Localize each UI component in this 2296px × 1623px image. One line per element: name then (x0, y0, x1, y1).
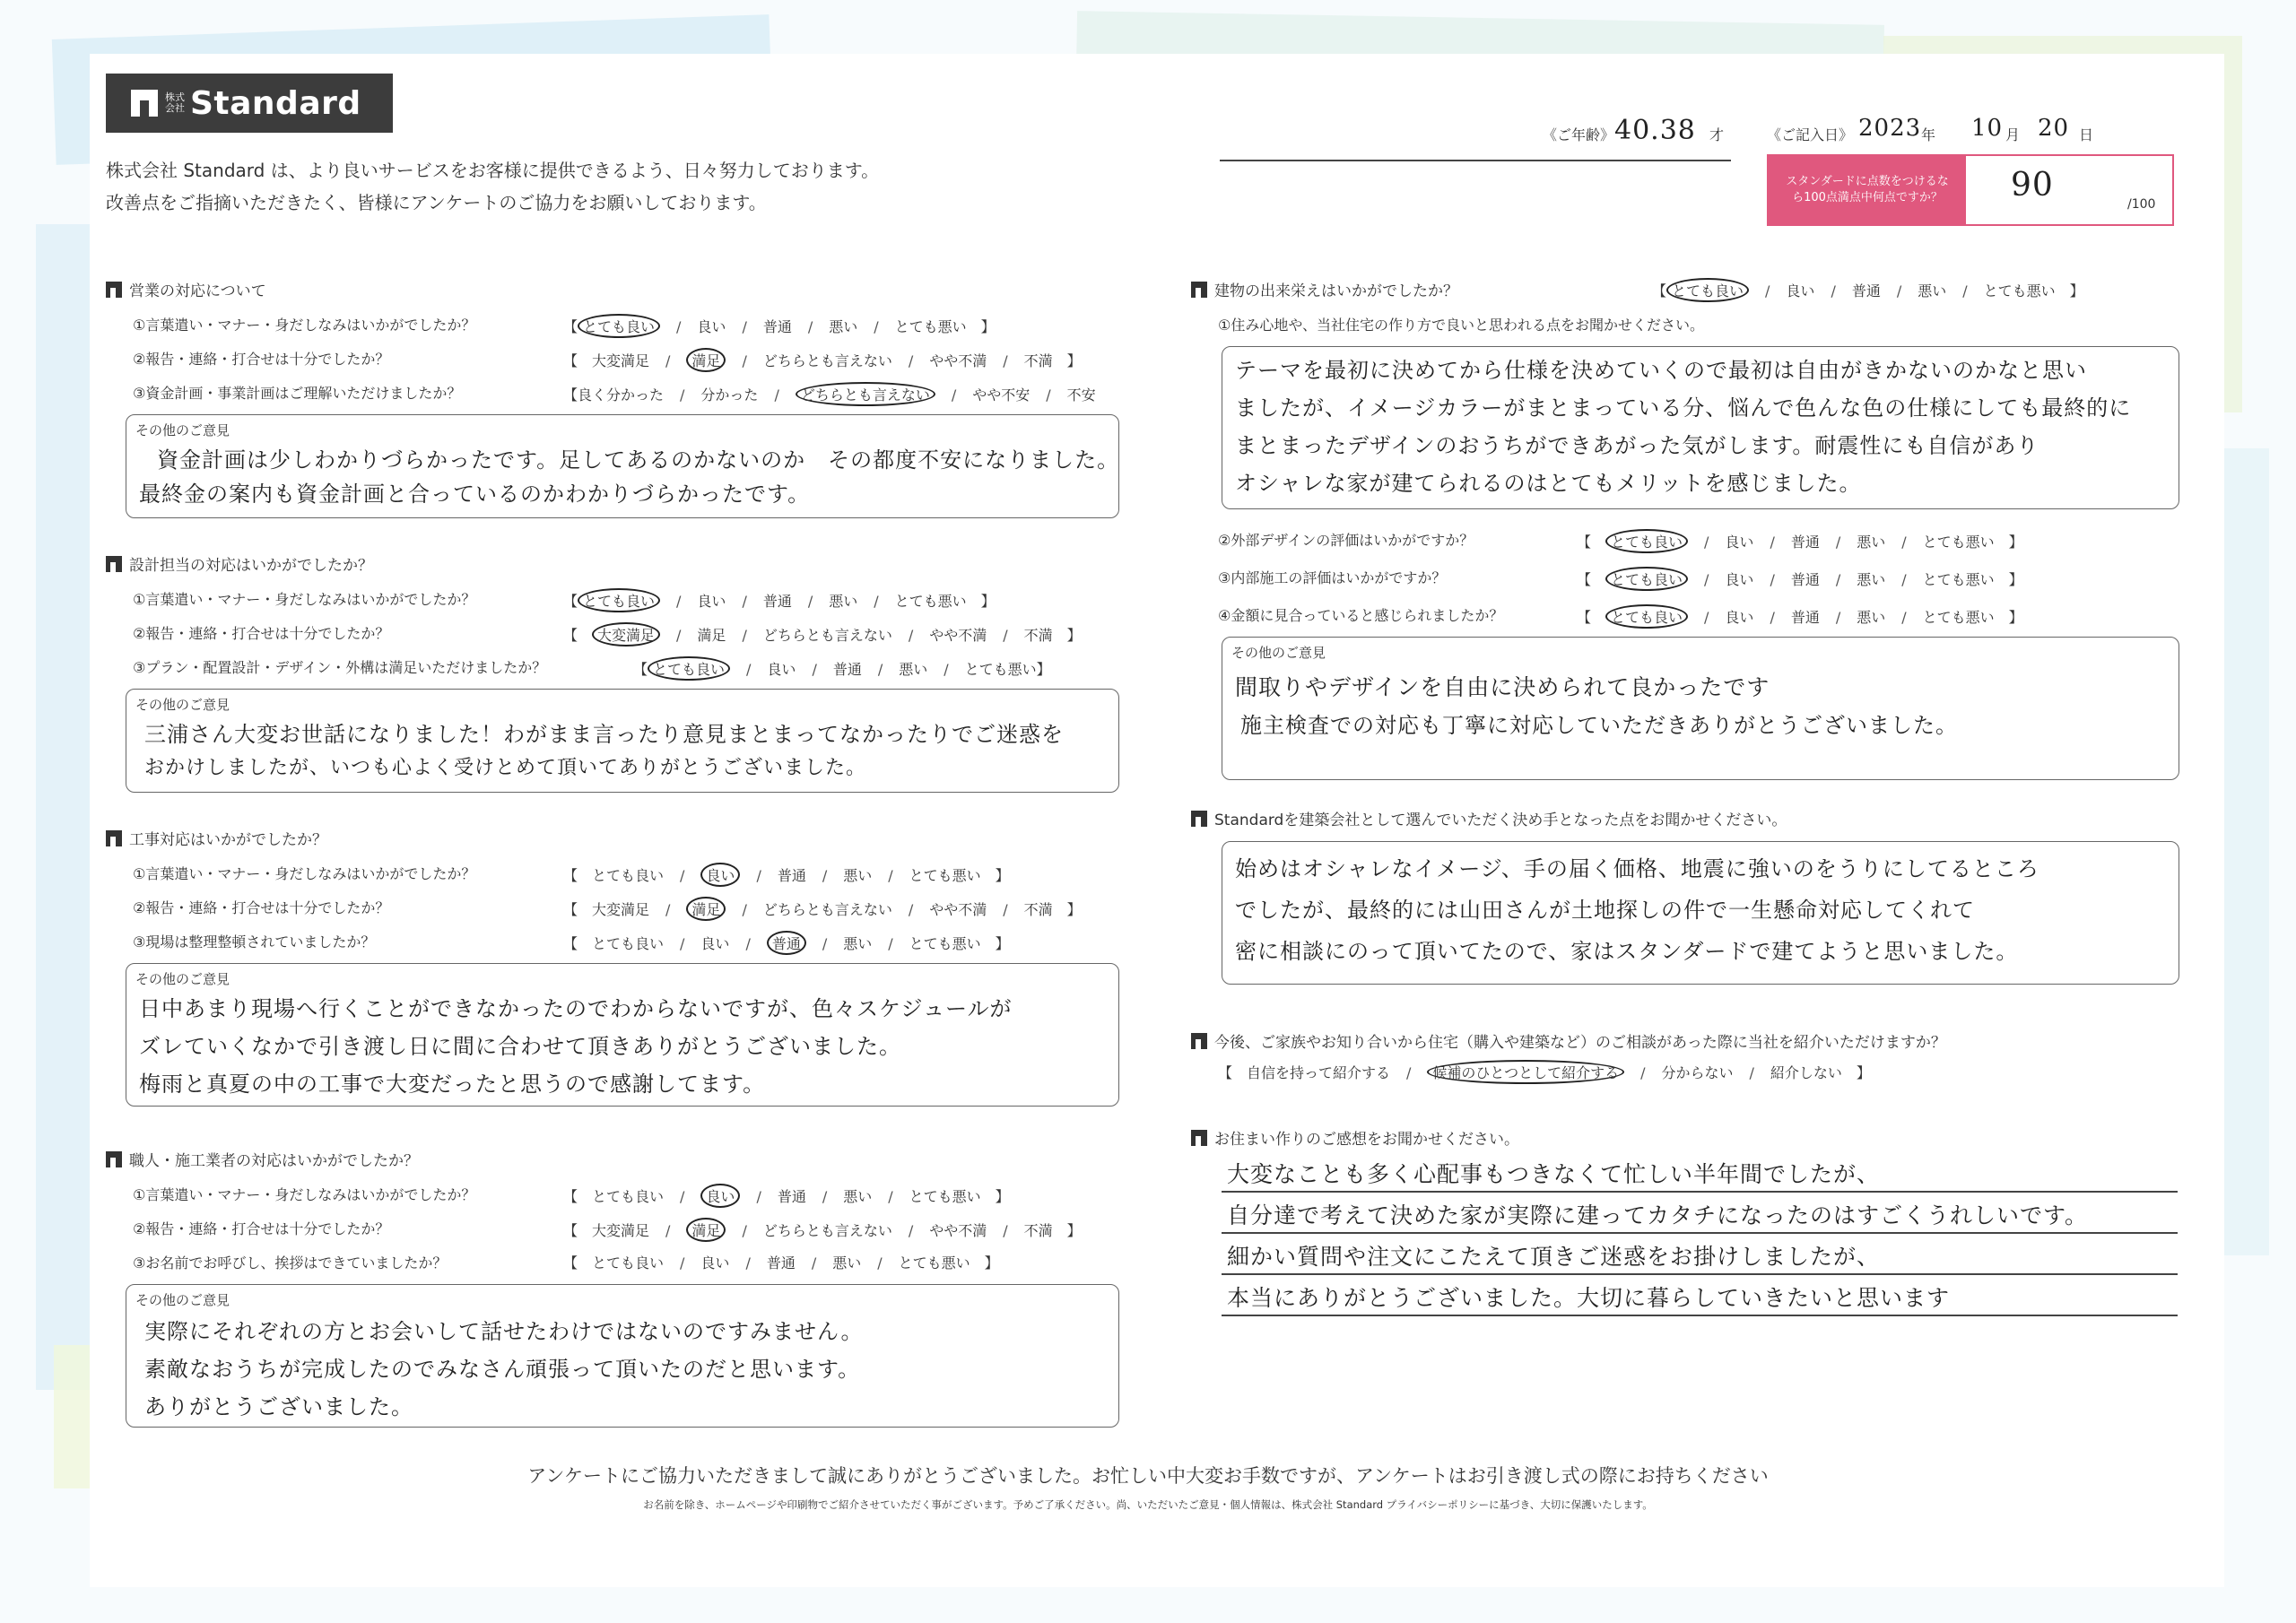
option[interactable]: 普通 (1790, 571, 1820, 588)
decision-answer-line-1: 始めはオシャレなイメージ、手の届く価格、地震に強いのをうりにしてるところ (1235, 856, 2039, 881)
section-icon (106, 556, 122, 572)
option[interactable]: 普通 (832, 661, 862, 678)
option[interactable]: とても良い (592, 1188, 665, 1205)
option[interactable]: とても悪い (898, 1254, 970, 1271)
craftsmen-comment-line-2: 素敵なおうちが完成したのでみなさん頑張って頂いたのだと思います。 (144, 1357, 861, 1382)
option-selected[interactable]: 大変満足 (592, 622, 660, 647)
intro-line-2: 改善点をご指摘いただきたく、皆様にアンケートのご協力をお願いしております。 (106, 192, 767, 213)
sales-q3-options: 【良く分かった / 分かった / どちらとも言えない / やや不安 / 不安 (563, 382, 1096, 406)
construction-q1-options: 【 とても良い / 良い / 普通 / 悪い / とても悪い 】 (563, 863, 1010, 887)
section-icon (1191, 1130, 1207, 1146)
intro-line-1: 株式会社 Standard は、より良いサービスをお客様に提供できるよう、日々努力しております。 (106, 160, 880, 181)
sales-q1-options: 【 とても良い / 良い / 普通 / 悪い / とても悪い 】 (563, 314, 996, 338)
option[interactable]: 普通 (777, 1188, 806, 1205)
section-icon (106, 1151, 122, 1167)
option[interactable]: 良い (697, 318, 726, 335)
section-impressions-title (1191, 1126, 1519, 1149)
option[interactable]: 悪い (1857, 534, 1886, 551)
option[interactable]: どちらとも言えない (762, 352, 892, 369)
construction-q1: ①言葉遣い・マナー・身だしなみはいかがでしたか？ (133, 865, 476, 882)
month-unit: 月 (2005, 126, 2021, 143)
option[interactable]: 良い (767, 661, 796, 678)
section-icon (106, 830, 122, 846)
logo-company-type: 株式会社 (165, 91, 185, 114)
option[interactable]: 悪い (843, 1188, 873, 1205)
sales-comment-line-1: 資金計画は少しわかりづらかったです。足してあるのかないのか その都度不安になりました。 (157, 447, 1120, 473)
construction-q2-options: 【 大変満足 / 満足 / どちらとも言えない / やや不満 / 不満 】 (563, 897, 1082, 921)
building-sub-question: ①住み心地や、当社住宅の作り方で良いと思われる点をお聞かせください。 (1218, 317, 1705, 334)
section-title-text: 設計担当の対応はいかがでしたか？ (129, 557, 373, 575)
design-q1-options: 【 とても良い / 良い / 普通 / 悪い / とても悪い 】 (563, 588, 996, 612)
footer-thanks: アンケートにご協力いただきまして誠にありがとうございました。お忙しい中大変お手数ですが、アンケートはお引き渡し式の際にお持ちください (527, 1465, 1769, 1487)
option[interactable]: 大変満足 (592, 1222, 650, 1239)
option-selected[interactable]: とても良い (578, 314, 660, 338)
footer-privacy: お名前を除き、ホームページや印刷物でご紹介させていただく事がございます。予めご了承ください。尚、いただいたご意見・個人情報は、株式会社 Standard プライバシーポリシーに基づき、大切に保護いたします。 (643, 1498, 1653, 1511)
section-sales-title (106, 278, 266, 300)
option-selected[interactable]: 満足 (686, 897, 726, 921)
option[interactable]: どちらとも言えない (762, 1222, 892, 1239)
building-answer-line-1: テーマを最初に決めてから仕様を決めていくので最初は自由がきかないのかなと思い (1235, 358, 2087, 383)
section-design-title (106, 552, 373, 575)
option[interactable]: 良い (700, 1254, 730, 1271)
intro-text (106, 154, 879, 219)
sales-q3: ③資金計画・事業計画はご理解いただけましたか？ (133, 385, 462, 402)
option[interactable]: 大変満足 (592, 901, 650, 918)
option[interactable]: どちらとも言えない (762, 901, 892, 918)
option-selected[interactable]: 満足 (686, 1218, 726, 1242)
option[interactable]: 良い (697, 593, 726, 610)
option-selected[interactable]: とても良い (1605, 567, 1688, 591)
option[interactable]: 悪い (829, 318, 858, 335)
construction-q2: ②報告・連絡・打合せは十分でしたか？ (133, 899, 390, 916)
section-title-text: 今後、ご家族やお知り合いから住宅（購入や建築など）のご相談があった際に当社を紹介いただけますか？ (1214, 1034, 1946, 1052)
building-q3: ③内部施工の評価はいかがですか？ (1218, 569, 1447, 586)
option[interactable]: 良い (1725, 571, 1754, 588)
option[interactable]: どちらとも言えない (762, 627, 892, 644)
option[interactable]: とても良い (592, 1254, 665, 1271)
date-year: 2023 (1858, 115, 1922, 142)
craftsmen-q2: ②報告・連絡・打合せは十分でしたか？ (133, 1220, 390, 1237)
section-icon (106, 282, 122, 298)
option[interactable]: 満足 (697, 627, 726, 644)
construction-comment-box (126, 963, 1119, 1107)
option[interactable]: 不満 (1023, 627, 1053, 644)
option[interactable]: 悪い (1857, 609, 1886, 626)
design-q3: ③プラン・配置設計・デザイン・外構は満足いただけましたか？ (133, 659, 547, 676)
section-title-text: 営業の対応について (129, 282, 266, 300)
section-decision-title (1191, 807, 1787, 829)
option[interactable]: とても悪い (894, 318, 967, 335)
option[interactable]: 普通 (1790, 609, 1820, 626)
design-q3-options: 【 とても良い / 良い / 普通 / 悪い / とても悪い】 (633, 656, 1051, 681)
comment-label: その他のご意見 (1231, 645, 1326, 661)
craftsmen-q1-options: 【 とても良い / 良い / 普通 / 悪い / とても悪い 】 (563, 1184, 1010, 1208)
building-comment-line-2: 施主検査での対応も丁寧に対応していただきありがとうございました。 (1240, 713, 1958, 738)
option-selected[interactable]: とても良い (1605, 529, 1688, 553)
option[interactable]: 大変満足 (592, 352, 650, 369)
section-referral-title (1191, 1029, 1946, 1052)
building-q3-options: 【 とても良い / 良い / 普通 / 悪い / とても悪い 】 (1577, 567, 2023, 591)
sales-q2-options: 【 大変満足 / 満足 / どちらとも言えない / やや不満 / 不満 】 (563, 348, 1082, 372)
impressions-line-2: 自分達で考えて決めた家が実際に建ってカタチになったのはすごくうれしいです。 (1227, 1202, 2089, 1228)
option[interactable]: とても悪い (964, 661, 1037, 678)
option[interactable]: 不満 (1023, 901, 1053, 918)
building-comment-box (1222, 637, 2179, 780)
decision-answer-box (1222, 841, 2179, 985)
option[interactable]: 不満 (1023, 1222, 1053, 1239)
impressions-rule-1 (1222, 1191, 2178, 1193)
impressions-rule-4 (1222, 1315, 2178, 1316)
design-q2: ②報告・連絡・打合せは十分でしたか？ (133, 625, 390, 642)
building-comment-line-1: 間取りやデザインを自由に決められて良かったです (1235, 674, 1770, 700)
option[interactable]: とても良い (592, 867, 665, 884)
design-comment-line-1: 三浦さん大変お世話になりました！わがまま言ったり意見まとまってなかったりでご迷惑を (144, 722, 1064, 747)
section-title-text: 職人・施工業者の対応はいかがでしたか？ (129, 1152, 419, 1170)
house-logo-icon (131, 90, 158, 117)
comment-label: その他のご意見 (135, 422, 230, 438)
option[interactable]: 良く分かった (578, 386, 665, 404)
section-title-text: 工事対応はいかがでしたか？ (129, 831, 327, 849)
company-logo (106, 74, 393, 133)
craftsmen-q1: ①言葉遣い・マナー・身だしなみはいかがでしたか？ (133, 1186, 476, 1203)
building-q4: ④金額に見合っていると感じられましたか？ (1218, 607, 1504, 624)
option[interactable]: 普通 (762, 593, 792, 610)
design-q1: ①言葉遣い・マナー・身だしなみはいかがでしたか？ (133, 591, 476, 608)
craftsmen-comment-box (126, 1284, 1119, 1428)
option[interactable]: 普通 (1790, 534, 1820, 551)
impressions-rule-3 (1222, 1273, 2178, 1275)
option[interactable]: やや不満 (929, 1222, 987, 1239)
option[interactable]: とても悪い (894, 593, 967, 610)
option[interactable]: 普通 (762, 318, 792, 335)
option-selected[interactable]: 良い (700, 863, 740, 887)
option-selected[interactable]: とても良い (648, 656, 730, 681)
option[interactable]: 自信を持って紹介する (1247, 1064, 1391, 1081)
option[interactable]: とても悪い (1922, 534, 1995, 551)
craftsmen-q2-options: 【 大変満足 / 満足 / どちらとも言えない / やや不満 / 不満 】 (563, 1218, 1082, 1242)
option[interactable]: 紹介しない (1770, 1064, 1842, 1081)
option[interactable]: 悪い (832, 1254, 862, 1271)
score-prompt: スタンダードに点数をつけるなら100点満点中何点ですか？ (1769, 156, 1966, 224)
design-comment-box (126, 689, 1119, 793)
sales-q2: ②報告・連絡・打合せは十分でしたか？ (133, 351, 390, 368)
score-box (1767, 154, 2174, 226)
option-selected[interactable]: どちらとも言えない (796, 382, 935, 406)
option[interactable]: やや不満 (929, 352, 987, 369)
comment-label: その他のご意見 (135, 1292, 230, 1308)
construction-comment-line-1: 日中あまり現場へ行くことができなかったのでわからないですが、色々スケジュールが (139, 996, 1013, 1021)
option[interactable]: とても悪い (1983, 282, 2056, 299)
score-max: /100 (2127, 197, 2156, 212)
craftsmen-q3: ③お名前でお呼びし、挨拶はできていましたか？ (133, 1254, 448, 1271)
day-unit: 日 (2079, 126, 2094, 143)
construction-comment-line-3: 梅雨と真夏の中の工事で大変だったと思うので感謝してます。 (139, 1072, 766, 1097)
logo-company-name: Standard (190, 84, 361, 122)
option-selected[interactable]: 普通 (767, 931, 806, 955)
section-icon (1191, 282, 1207, 298)
option[interactable]: 悪い (899, 661, 928, 678)
craftsmen-comment-line-1: 実際にそれぞれの方とお会いして話せたわけではないのですみません。 (144, 1319, 864, 1344)
option[interactable]: 普通 (766, 1254, 796, 1271)
construction-q3: ③現場は整理整頓されていましたか？ (133, 933, 376, 950)
construction-q3-options: 【 とても良い / 良い / 普通 / 悪い / とても悪い 】 (563, 931, 1010, 955)
section-building-title (1191, 278, 1458, 300)
building-answer-box (1222, 346, 2179, 509)
option[interactable]: やや不満 (929, 627, 987, 644)
age-unit: 才 (1709, 126, 1725, 143)
option[interactable]: 悪い (1918, 282, 1947, 299)
building-q2: ②外部デザインの評価はいかがですか？ (1218, 532, 1474, 549)
building-q4-options: 【 とても良い / 良い / 普通 / 悪い / とても悪い 】 (1577, 604, 2023, 629)
building-answer-line-4: オシャレな家が建てられるのはとてもメリットを感じました。 (1235, 471, 1862, 496)
sales-q1: ①言葉遣い・マナー・身だしなみはいかがでしたか？ (133, 317, 476, 334)
option[interactable]: 良い (700, 935, 730, 952)
date-day: 20 (2038, 115, 2070, 142)
section-construction-title (106, 827, 327, 849)
option[interactable]: 良い (1786, 282, 1815, 299)
impressions-line-4: 本当にありがとうございました。大切に暮らしていきたいと思います (1227, 1285, 1951, 1311)
year-unit: 年 (1921, 126, 1936, 143)
building-q1-options: 【 とても良い / 良い / 普通 / 悪い / とても悪い 】 (1652, 278, 2084, 302)
section-icon (1191, 1033, 1207, 1049)
option[interactable]: 分かった (700, 386, 759, 404)
section-title-text: お住まい作りのご感想をお聞かせください。 (1214, 1131, 1519, 1149)
option[interactable]: 良い (1725, 609, 1754, 626)
building-answer-line-2: ましたが、イメージカラーがまとまっている分、悩んで色んな色の仕様にしても最終的に (1235, 395, 2132, 421)
age-underline (1220, 160, 1731, 161)
section-icon (1191, 811, 1207, 827)
option[interactable]: 悪い (829, 593, 858, 610)
craftsmen-q3-options: 【 とても良い / 良い / 普通 / 悪い / とても悪い 】 (563, 1252, 999, 1272)
design-q2-options: 【 大変満足 / 満足 / どちらとも言えない / やや不満 / 不満 】 (563, 622, 1082, 647)
option-selected[interactable]: 満足 (686, 348, 726, 372)
option[interactable]: 分からない (1661, 1064, 1734, 1081)
comment-label: その他のご意見 (135, 971, 230, 987)
section-title-text: 建物の出来栄えはいかがでしたか？ (1214, 282, 1458, 300)
option-selected[interactable]: 良い (700, 1184, 740, 1208)
impressions-rule-2 (1222, 1232, 2178, 1234)
option-selected[interactable]: とても良い (1666, 278, 1749, 302)
impressions-line-1: 大変なことも多く心配事もつきなくて忙しい半年間でしたが、 (1227, 1161, 1881, 1187)
option[interactable]: やや不満 (929, 901, 987, 918)
option[interactable]: とても悪い (1922, 609, 1995, 626)
option[interactable]: とても悪い (1922, 571, 1995, 588)
construction-comment-line-2: ズレていくなかで引き渡し日に間に合わせて頂きありがとうございました。 (139, 1034, 901, 1059)
age-label: 《ご年齢》 (1543, 126, 1615, 143)
sales-comment-box (126, 414, 1119, 518)
building-answer-line-3: まとまったデザインのおうちができあがった気がします。耐震性にも自信があり (1235, 433, 2039, 458)
option[interactable]: 悪い (1857, 571, 1886, 588)
date-month: 10 (1971, 115, 2004, 142)
referral-options: 【 自信を持って紹介する / 候補のひとつとして紹介する / 分からない / 紹介しない 】 (1218, 1060, 1871, 1084)
score-value: 90 (2011, 167, 2054, 204)
design-comment-line-2: おかけしましたが、いつも心よく受けとめて頂いてありがとうございました。 (144, 757, 867, 779)
option[interactable]: 普通 (777, 867, 806, 884)
option[interactable]: やや不安 (972, 386, 1031, 404)
option-selected[interactable]: とても良い (578, 588, 660, 612)
option[interactable]: 良い (1725, 534, 1754, 551)
section-title-text: Standardを建築会社として選んでいただく決め手となった点をお聞かせください。 (1214, 812, 1787, 829)
option[interactable]: とても悪い (909, 1188, 981, 1205)
decision-answer-line-2: でしたが、最終的には山田さんが土地探しの件で一生懸命対応してくれて (1235, 898, 1975, 923)
option-selected[interactable]: 候補のひとつとして紹介する (1427, 1060, 1624, 1084)
option[interactable]: 不安 (1066, 386, 1096, 404)
sales-comment-line-2: 最終金の案内も資金計画と合っているのかわかりづらかったです。 (139, 482, 811, 507)
decision-answer-line-3: 密に相談にのって頂いてたので、家はスタンダードで建てようと思いました。 (1235, 939, 2019, 964)
impressions-line-3: 細かい質問や注文にこたえて頂きご迷惑をお掛けしましたが、 (1227, 1244, 1881, 1270)
date-label: 《ご記入日》 (1767, 126, 1854, 143)
age-value: 40.38 (1614, 115, 1696, 146)
comment-label: その他のご意見 (135, 697, 230, 713)
option[interactable]: 不満 (1023, 352, 1053, 369)
section-craftsmen-title (106, 1148, 419, 1170)
craftsmen-comment-line-3: ありがとうございました。 (144, 1394, 413, 1419)
option[interactable]: 普通 (1851, 282, 1881, 299)
building-q2-options: 【 とても良い / 良い / 普通 / 悪い / とても悪い 】 (1577, 529, 2023, 553)
option[interactable]: とても悪い (909, 867, 981, 884)
option-selected[interactable]: とても良い (1605, 604, 1688, 629)
option[interactable]: とても悪い (909, 935, 981, 952)
option[interactable]: とても良い (592, 935, 665, 952)
option[interactable]: 悪い (843, 935, 873, 952)
option[interactable]: 悪い (843, 867, 873, 884)
